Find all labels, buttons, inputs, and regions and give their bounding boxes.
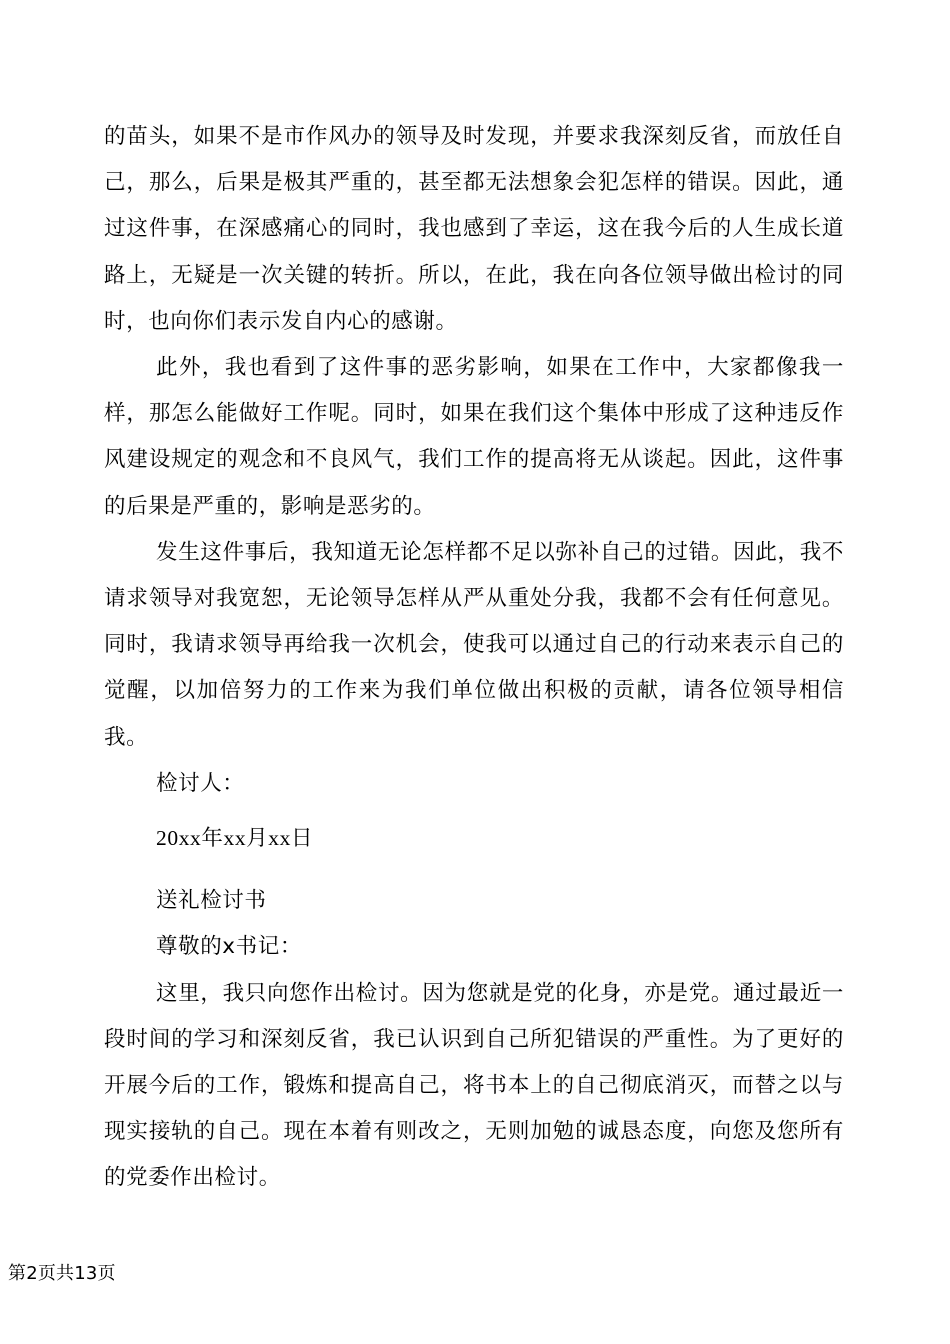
paragraph-3: 发生这件事后，我知道无论怎样都不足以弥补自己的过错。因此，我不请求领导对我宽恕，无论领导怎样从严从重处分我，我都不会有任何意见。同时，我请求领导再给我一次机会，使我可以通过自己的行动来表示自己的觉醒，以加倍努力的工作来为我们单位做出积极的贡献，请各位领导相信我。 xyxy=(104,539,844,750)
salutation: 尊敬的x书记： xyxy=(156,934,302,960)
page-footer xyxy=(8,1262,116,1286)
paragraph-1: 的苗头，如果不是市作风办的领导及时发现，并要求我深刻反省，而放任自己，那么，后果是极其严重的，甚至都无法想象会犯怎样的错误。因此，通过这件事，在深感痛心的同时，我也感到了幸运，这在我今后的人生成长道路上，无疑是一次关键的转折。所以，在此，我在向各位领导做出检讨的同时，也向你们表示发自内心的感谢。 xyxy=(104,124,844,334)
second-document-title: 送礼检讨书 xyxy=(156,888,267,914)
paragraph-4: 这里，我只向您作出检讨。因为您就是党的化身，亦是党。通过最近一段时间的学习和深刻反省，我已认识到自己所犯错误的严重性。为了更好的开展今后的工作，锻炼和提高自己，将书本上的自己彻底消灭，而替之以与现实接轨的自己。现在本着有则改之，无则加勉的诚恳态度，向您及您所有的党委作出检讨。 xyxy=(104,980,844,1191)
page-indicator: 第2页共13页 xyxy=(8,1263,116,1284)
document-body xyxy=(104,114,844,1202)
date-line: 20xx年xx月xx日 xyxy=(156,826,314,851)
signature-label: 检讨人： xyxy=(156,770,245,796)
paragraph-2: 此外，我也看到了这件事的恶劣影响，如果在工作中，大家都像我一样，那怎么能做好工作呢。同时，如果在我们这个集体中形成了这种违反作风建设规定的观念和不良风气，我们工作的提高将无从谈起。因此，这件事的后果是严重的，影响是恶劣的。 xyxy=(104,355,844,519)
